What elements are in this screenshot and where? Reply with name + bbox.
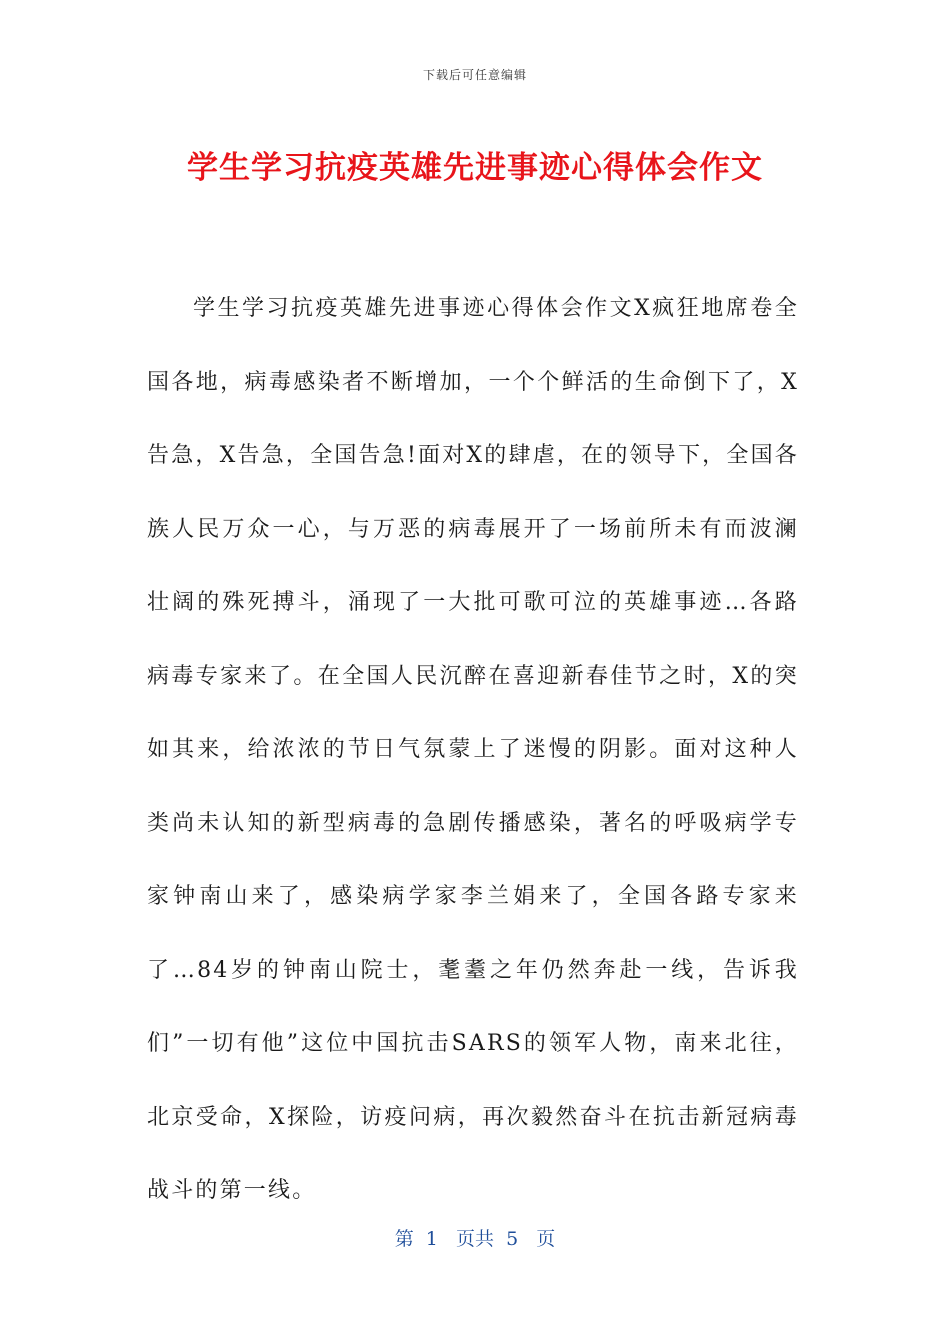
document-title: 学生学习抗疫英雄先进事迹心得体会作文 [187,150,763,186]
header-note: 下载后可任意编辑 [422,68,527,82]
page-number-footer: 第 1 页共 5 页 [394,1228,556,1250]
body-paragraph: 学生学习抗疫英雄先进事迹心得体会作文X疯狂地席卷全国各地，病毒感染者不断增加，一个个鲜活的生命倒下了，X告急，X告急，全国告急!面对X的肆虐，在的领导下，全国各族人民万众一心，与万恶的病毒展开了一场前所未有而波澜壮阔的殊死搏斗，涌现了一大批可歌可泣的英雄事迹…各路病毒专家来了。在全国人民沉醉在喜迎新春佳节之时，X的突如其来，给浓浓的节日气氛蒙上了迷慢的阴影。面对这种人类尚未认知的新型病毒的急剧传播感染，著名的呼吸病学专家钟南山来了，感染病学家李兰娟来了，全国各路专家来了…84岁的钟南山院士，耄耋之年仍然奔赴一线，告诉我们”一切有他”这位中国抗击SARS的领军人物，南来北往，北京受命，X探险，访疫问病，再次毅然奋斗在抗击新冠病毒战斗的第一线。 [147,296,799,1203]
